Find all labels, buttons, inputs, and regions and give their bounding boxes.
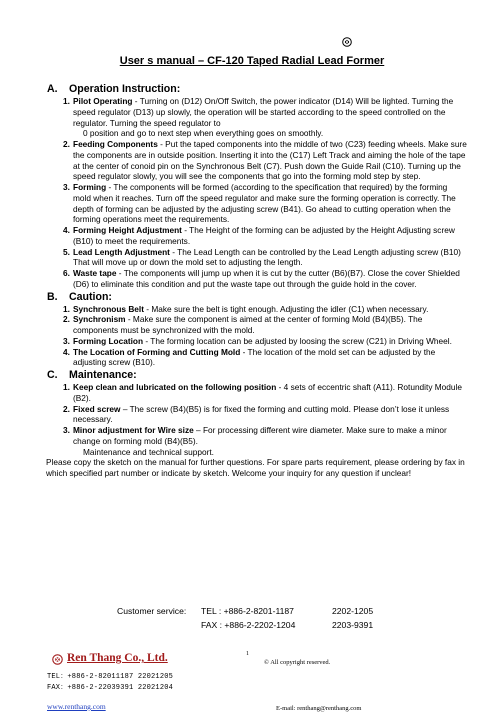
item-number: 5. [63,246,70,257]
item-text: - The components will jump up when it is cut by the cutter (B6)(B7). Close the cover Shielded (D6) to eliminate this condition and put the waste tape out through the guide hold in the cover. [73,268,460,289]
list-item [47,139,467,182]
section-heading-c [47,369,467,382]
list-item [47,425,467,447]
section-title: Maintenance: [69,369,137,381]
item-label: Synchronous Belt [73,303,144,314]
page-number: 1 [246,651,249,657]
item-label: Forming Height Adjustment [73,225,182,235]
section-letter: C. [47,369,58,381]
page-footer [0,650,504,713]
item-text: – For processing different wire diameter. Make sure to make a minor change on forming mold (B4)(B5). [73,425,447,446]
item-text: - The forming location can be adjusted by loosing the screw (C21) in Driving Wheel. [143,335,452,346]
item-label: The Location of Forming and Cutting Mold [73,346,241,357]
list-item [47,347,467,369]
list-item [47,247,467,269]
item-text: - The Lead Length can be controlled by the Lead Length adjusting screw (B10) That will move up or down the mold set to adjusting the length. [73,246,461,268]
footer-fax: FAX：+886-2-22039391 22021204 [47,684,174,692]
item-number: 4. [63,346,70,357]
item-label: Waste tape [73,268,117,278]
contact-tel-alt: 2202-1205 [332,606,374,616]
section-letter: A. [47,83,58,95]
footer-tel: TEL：+886-2-82011187 22021205 [47,673,174,681]
item-number: 3. [63,425,70,435]
item-text: – The screw (B4)(B5) is for fixed the forming and cutting mold. Please don’t lose it unless necessary. [73,403,450,425]
item-number: 4. [63,225,70,235]
manual-body [47,82,467,479]
section-title: Operation Instruction: [69,83,181,95]
footer-company-name: Ren Thang Co., Ltd. [67,652,168,664]
item-label: Fixed screw [73,403,121,414]
item-label: Feeding Components [73,139,158,149]
list-item [47,336,467,347]
footer-email[interactable]: E-mail: renthang@renthang.com [276,705,362,712]
item-label: Forming Location [73,335,144,346]
maintenance-support-line: Maintenance and technical support. [83,446,214,457]
section-heading-a [47,83,467,96]
item-number: 2. [63,139,70,149]
item-text: - Make sure the component is aimed at the center of forming Mold (B4)(B5). The components must be synchronized with the mold. [73,314,423,335]
list-item [47,404,467,426]
item-text: - Turning on (D12) On/Off Switch, the power indicator (D14) Will be lighted. Turning the speed regulator (D13) up slowly, the operation will be started according to the speed controlled on the regulator. Turning the speed regulator to [73,96,454,128]
list-item [47,182,467,225]
customer-service-label: Customer service: [117,606,187,616]
item-text: - Make sure the belt is tight enough. Adjusting the idler (C1) when necessary. [144,303,429,314]
list-item [47,268,467,290]
page-title: User s manual – CF-120 Taped Radial Lead Former [119,55,385,67]
contact-tel: TEL : +886-2-8201-1187 [201,606,294,616]
closing-paragraph: Please copy the sketch on the manual for further questions. For spare parts requirement, please ordering by fax in which specified part number or indicate by sketch. Welcome your inquiry for any question if unclear! [46,457,465,478]
item-number: 6. [63,268,70,278]
list-item [47,314,467,336]
item-number: 3. [63,182,70,192]
item-text: - 4 sets of eccentric shaft (A11). Rotundity Module (B2). [73,382,462,403]
list-item [47,96,467,128]
item-number: 2. [63,403,70,414]
contact-fax: FAX : +886-2-2202-1204 [201,620,296,630]
footer-copyright: © All copyright reserved. [264,659,331,666]
list-item-continuation: 0 position and go to next step when everything goes on smoothly. [83,128,324,139]
list-item [47,382,467,404]
item-text: - The Height of the forming can be adjusted by the Height Adjusting screw (B10) to meet the requirements. [73,225,455,246]
item-text: - Put the taped components into the middle of two (C23) feeding wheels. Make sure the components are in outside position. Inserting it into the (C17) Left Track and aiming the hole of the tape at the center of conoid pin on the Synchronous Belt (C7). Push down the Guide Rail (C10). Turning up the speed regulator slowly, you will see the components that go into the forming mold step by step. [73,139,467,182]
item-label: Lead Length Adjustment [73,246,170,257]
ren-thang-logo-icon [342,37,352,47]
item-label: Keep clean and lubricated on the following position [73,382,277,392]
list-item [47,225,467,247]
item-text: - The location of the mold set can be adjusted by the adjusting screw (B10). [73,346,436,368]
footer-website-link[interactable]: www.renthang.com [47,702,106,711]
item-number: 3. [63,335,70,346]
item-label: Forming [73,182,107,192]
item-number: 2. [63,314,70,325]
item-number: 1. [63,382,70,392]
section-heading-b [47,291,467,304]
item-number: 1. [63,303,70,314]
contact-fax-alt: 2203-9391 [332,620,374,630]
item-label: Synchronism [73,314,126,325]
ren-thang-logo-icon [52,654,63,665]
item-number: 1. [63,96,70,106]
item-text: - The components will be formed (according to the specification that required) by the forming mold when it reaches. Turn off the speed regulator and make sure the forming operation is correctly. The depth of forming can be adjusted by the adjusting screw (B41). Go ahead to cutting operation when the forming operations meet the requirements. [73,182,456,225]
section-title: Caution: [69,290,112,303]
item-label: Minor adjustment for Wire size [73,425,194,435]
list-item [47,304,467,315]
section-letter: B. [47,290,58,303]
item-label: Pilot Operating [73,96,133,106]
